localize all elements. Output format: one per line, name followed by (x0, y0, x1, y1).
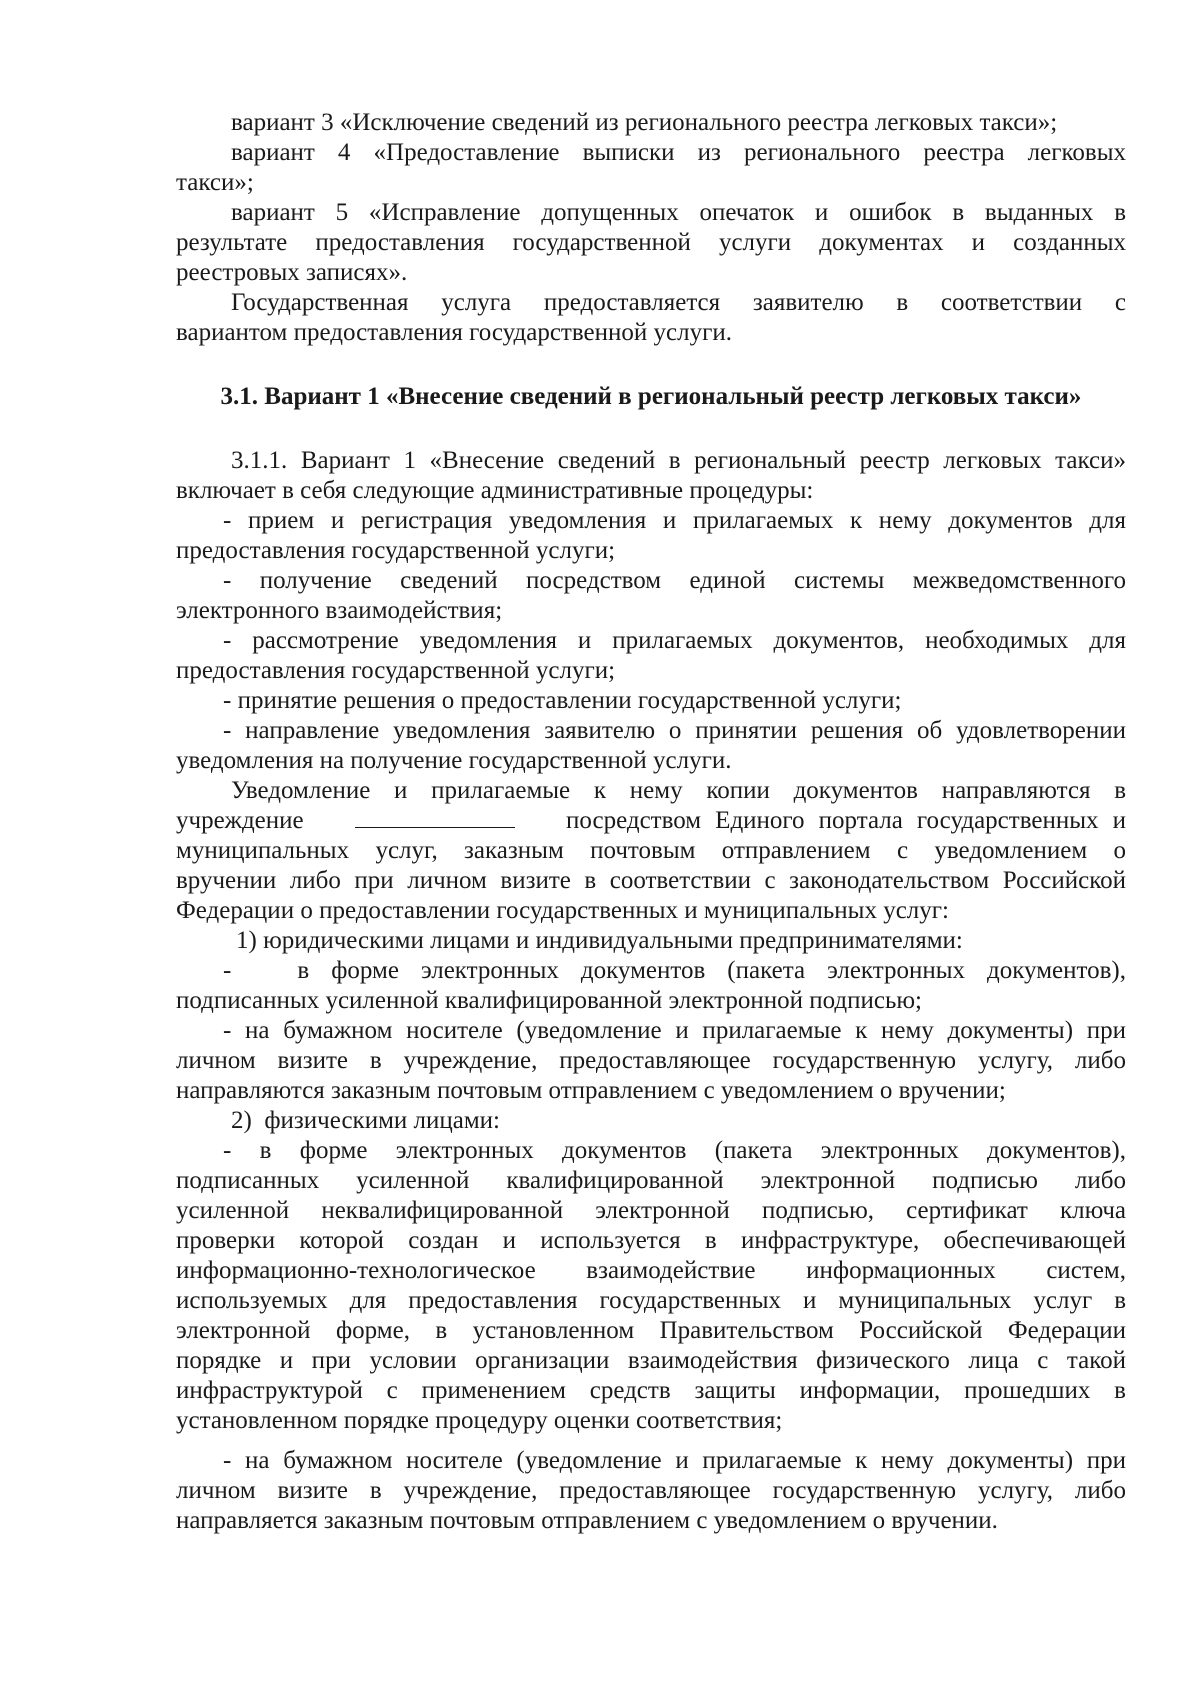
text-line: - в форме электронных документов (пакета электронных документов), (223, 957, 1126, 984)
text-line: электронного взаимодействия; (176, 597, 503, 624)
text-line: - в форме электронных документов (пакета электронных документов), (223, 1137, 1126, 1164)
text-line: вариант 5 «Исправление допущенных опечаток и ошибок в выданных в (231, 199, 1126, 226)
text-line: - получение сведений посредством единой системы межведомственного (223, 567, 1126, 594)
text-fragment: учреждение (176, 807, 304, 834)
text-line: проверки которой создан и используется в инфраструктуре, обеспечивающей (176, 1227, 1126, 1254)
text-line: подписанных усиленной квалифицированной электронной подписью; (176, 987, 922, 1014)
text-line: подписанных усиленной квалифицированной электронной подписью либо (176, 1167, 1126, 1194)
text-line: Уведомление и прилагаемые к нему копии документов направляются в (231, 777, 1126, 804)
text-line: 2) физическими лицами: (231, 1107, 500, 1134)
text-line: - на бумажном носителе (уведомление и прилагаемые к нему документы) при (223, 1017, 1126, 1044)
text-line: уведомления на получение государственной услуги. (176, 747, 732, 774)
text-line: инфраструктурой с применением средств защиты информации, прошедших в (176, 1377, 1126, 1404)
text-line: - направление уведомления заявителю о принятии решения об удовлетворении (223, 717, 1126, 744)
text-line: порядке и при условии организации взаимодействия физического лица с такой (176, 1347, 1126, 1374)
text-line: предоставления государственной услуги; (176, 537, 616, 564)
text-line: 1) юридическими лицами и индивидуальными предпринимателями: (236, 927, 963, 954)
text-line: - прием и регистрация уведомления и прилагаемых к нему документов для (223, 507, 1126, 534)
text-line: личном визите в учреждение, предоставляющее государственную услугу, либо (176, 1047, 1126, 1074)
text-line: - рассмотрение уведомления и прилагаемых документов, необходимых для (223, 627, 1126, 654)
text-line: Федерации о предоставлении государственных и муниципальных услуг: (176, 897, 949, 924)
text-line: включает в себя следующие административные процедуры: (176, 477, 814, 504)
text-line: информационно-технологическое взаимодействие информационных систем, (176, 1257, 1126, 1284)
text-line: Государственная услуга предоставляется заявителю в соответствии с (231, 289, 1126, 316)
text-line: направляются заказным почтовым отправлением с уведомлением о вручении; (176, 1077, 1006, 1104)
text-line: вариант 3 «Исключение сведений из регионального реестра легковых такси»; (231, 109, 1058, 136)
text-line: предоставления государственной услуги; (176, 657, 616, 684)
text-line: - на бумажном носителе (уведомление и прилагаемые к нему документы) при (223, 1447, 1126, 1474)
text-line: результате предоставления государственной услуги документах и созданных (176, 229, 1126, 256)
section-heading: 3.1. Вариант 1 «Внесение сведений в региональный реестр легковых такси» (220, 383, 1082, 410)
fill-in-blank (355, 807, 515, 828)
text-line: вариантом предоставления государственной услуги. (176, 319, 732, 346)
text-line: установленном порядке процедуру оценки соответствия; (176, 1407, 783, 1434)
text-line: - принятие решения о предоставлении государственной услуги; (223, 687, 902, 714)
text-line: вручении либо при личном визите в соответствии с законодательством Российской (176, 867, 1126, 894)
text-line: усиленной неквалифицированной электронной подписью, сертификат ключа (176, 1197, 1126, 1224)
text-line-with-blank (176, 806, 1126, 836)
text-line: используемых для предоставления государственных и муниципальных услуг в (176, 1287, 1126, 1314)
text-line: вариант 4 «Предоставление выписки из регионального реестра легковых (231, 139, 1126, 166)
text-line: направляется заказным почтовым отправлением с уведомлением о вручении. (176, 1507, 998, 1534)
text-fragment: посредством Единого портала государственных и (566, 807, 1126, 834)
text-line: муниципальных услуг, заказным почтовым отправлением с уведомлением о (176, 837, 1126, 864)
text-line: такси»; (176, 169, 254, 196)
text-line: реестровых записях». (176, 259, 408, 286)
text-line: 3.1.1. Вариант 1 «Внесение сведений в региональный реестр легковых такси» (231, 447, 1126, 474)
text-line: личном визите в учреждение, предоставляющее государственную услугу, либо (176, 1477, 1126, 1504)
text-line: электронной форме, в установленном Правительством Российской Федерации (176, 1317, 1126, 1344)
